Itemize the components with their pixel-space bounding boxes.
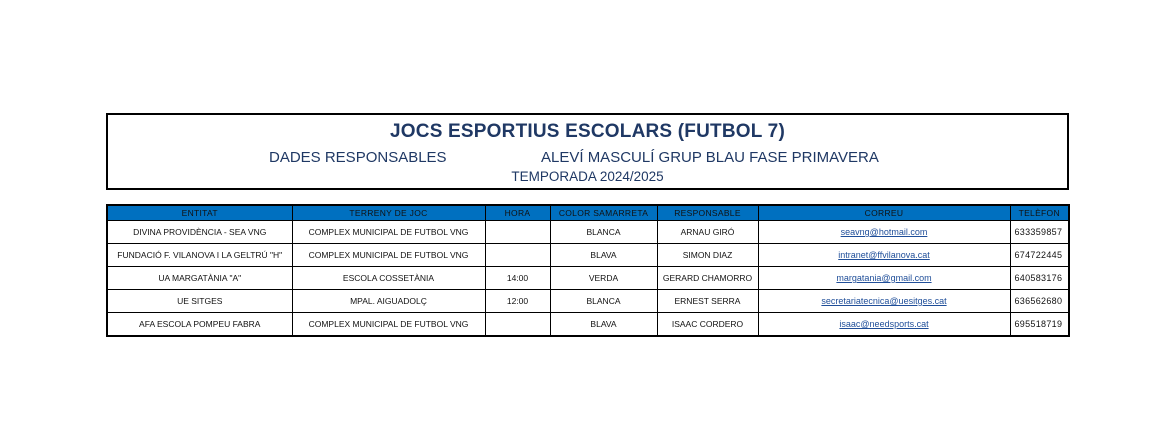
- cell-responsable: ERNEST SERRA: [657, 290, 758, 313]
- table-row: [107, 244, 1069, 267]
- cell-terreny: COMPLEX MUNICIPAL DE FUTBOL VNG: [292, 221, 485, 244]
- cell-hora: 12:00: [485, 290, 550, 313]
- cell-terreny: ESCOLA COSSETÀNIA: [292, 267, 485, 290]
- page-title: JOCS ESPORTIUS ESCOLARS (FUTBOL 7): [390, 121, 785, 142]
- table-header-row: [107, 205, 1069, 221]
- cell-terreny: COMPLEX MUNICIPAL DE FUTBOL VNG: [292, 313, 485, 337]
- email-link[interactable]: seavng@hotmail.com: [840, 227, 928, 237]
- cell-color: BLAVA: [550, 244, 657, 267]
- cell-telefon: 633359857: [1010, 221, 1069, 244]
- cell-correu: [758, 267, 1010, 290]
- cell-terreny: COMPLEX MUNICIPAL DE FUTBOL VNG: [292, 244, 485, 267]
- email-link[interactable]: isaac@needsports.cat: [839, 319, 929, 329]
- section-subtitle: DADES RESPONSABLES: [269, 149, 447, 166]
- table-row: [107, 267, 1069, 290]
- cell-terreny: MPAL. AIGUADOLÇ: [292, 290, 485, 313]
- cell-hora: [485, 313, 550, 337]
- column-header-color: COLOR SAMARRETA: [550, 205, 657, 221]
- cell-entitat: UE SITGES: [107, 290, 292, 313]
- cell-entitat: DIVINA PROVIDÈNCIA - SEA VNG: [107, 221, 292, 244]
- cell-hora: [485, 221, 550, 244]
- cell-correu: [758, 221, 1010, 244]
- cell-color: BLANCA: [550, 221, 657, 244]
- cell-entitat: FUNDACIÓ F. VILANOVA I LA GELTRÚ "H": [107, 244, 292, 267]
- column-header-correu: CORREU: [758, 205, 1010, 221]
- season-label: TEMPORADA 2024/2025: [511, 169, 664, 184]
- column-header-entitat: ENTITAT: [107, 205, 292, 221]
- column-header-telefon: TELÈFON: [1010, 205, 1069, 221]
- cell-color: VERDA: [550, 267, 657, 290]
- cell-color: BLANCA: [550, 290, 657, 313]
- cell-telefon: 636562680: [1010, 290, 1069, 313]
- responsables-table: [106, 204, 1070, 337]
- column-header-hora: HORA: [485, 205, 550, 221]
- cell-telefon: 640583176: [1010, 267, 1069, 290]
- cell-hora: [485, 244, 550, 267]
- cell-entitat: UA MARGATÀNIA "A": [107, 267, 292, 290]
- cell-responsable: ISAAC CORDERO: [657, 313, 758, 337]
- cell-telefon: 695518719: [1010, 313, 1069, 337]
- cell-responsable: ARNAU GIRÓ: [657, 221, 758, 244]
- table-row: [107, 313, 1069, 337]
- cell-correu: [758, 244, 1010, 267]
- group-subtitle: ALEVÍ MASCULÍ GRUP BLAU FASE PRIMAVERA: [541, 149, 879, 166]
- cell-correu: [758, 290, 1010, 313]
- email-link[interactable]: intranet@ffvilanova.cat: [838, 250, 930, 260]
- column-header-terreny: TERRENY DE JOC: [292, 205, 485, 221]
- document-header: [106, 113, 1069, 190]
- cell-telefon: 674722445: [1010, 244, 1069, 267]
- cell-responsable: SIMON DIAZ: [657, 244, 758, 267]
- cell-correu: [758, 313, 1010, 337]
- column-header-responsable: RESPONSABLE: [657, 205, 758, 221]
- email-link[interactable]: secretariatecnica@uesitges.cat: [821, 296, 947, 306]
- table-row: [107, 221, 1069, 244]
- email-link[interactable]: margatania@gmail.com: [836, 273, 932, 283]
- cell-responsable: GERARD CHAMORRO: [657, 267, 758, 290]
- cell-color: BLAVA: [550, 313, 657, 337]
- cell-entitat: AFA ESCOLA POMPEU FABRA: [107, 313, 292, 337]
- table-row: [107, 290, 1069, 313]
- cell-hora: 14:00: [485, 267, 550, 290]
